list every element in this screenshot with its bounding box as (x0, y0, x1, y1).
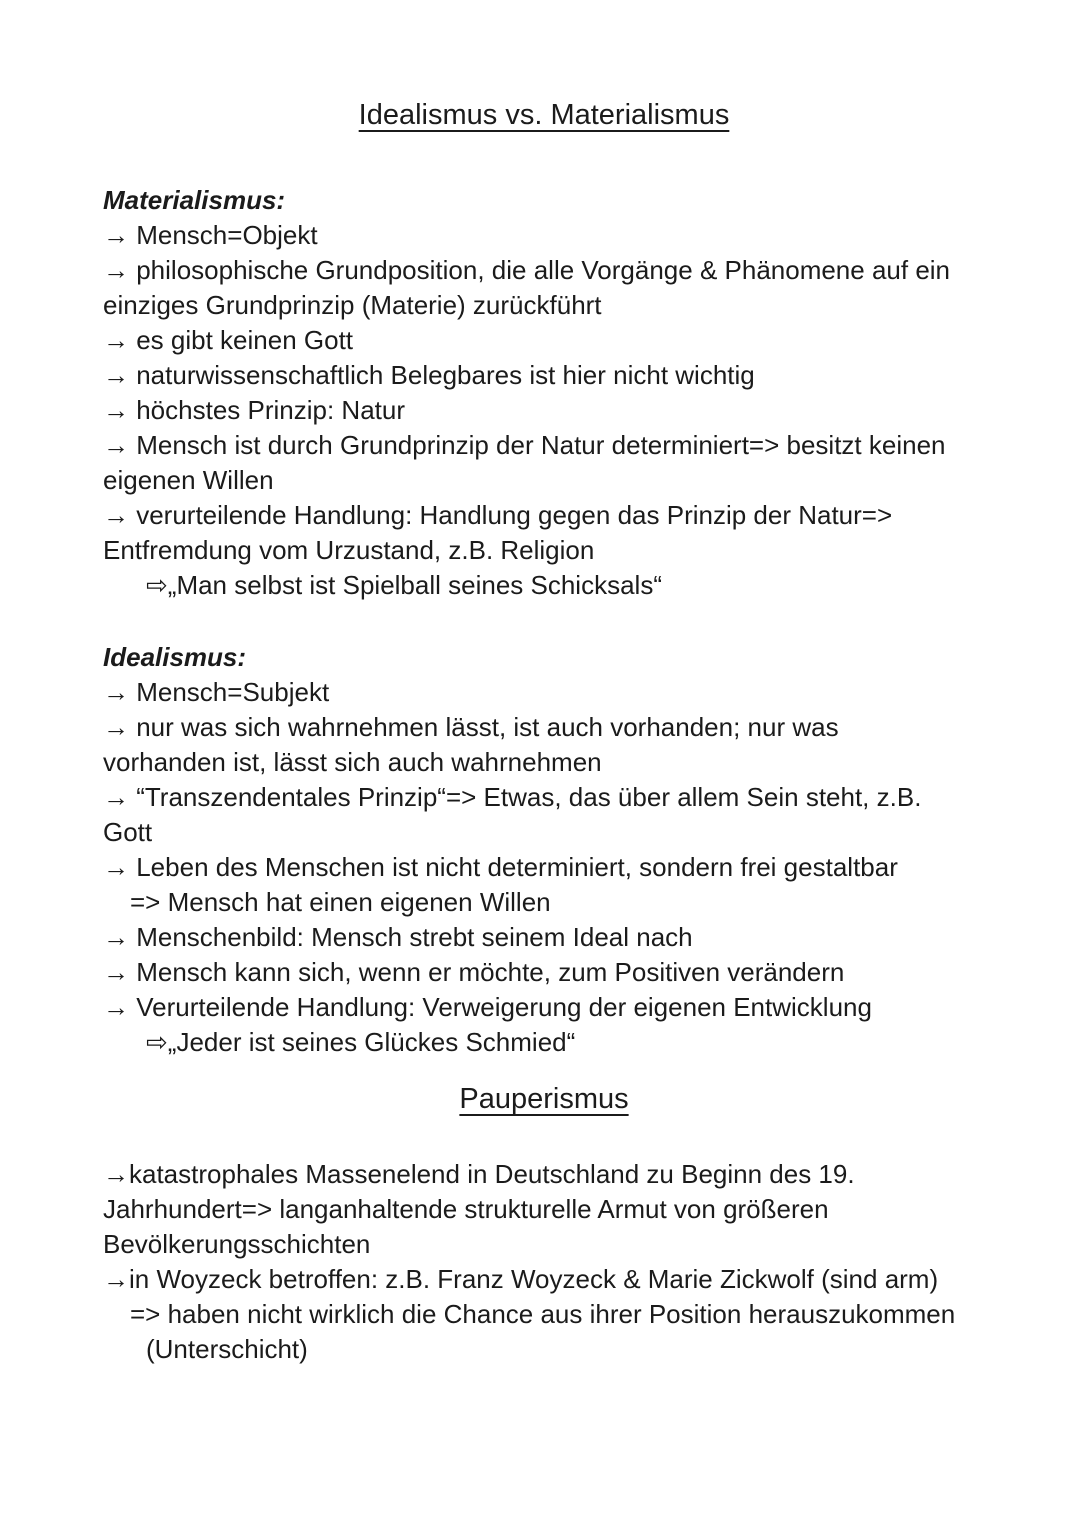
note-line: → nur was sich wahrnehmen lässt, ist auch vorhanden; nur was (103, 712, 839, 742)
note-line: →in Woyzeck betroffen: z.B. Franz Woyzeck & Marie Zickwolf (sind arm) (103, 1264, 939, 1294)
note-line: Jahrhundert=> langanhaltende strukturelle Armut von größeren (103, 1194, 829, 1224)
note-line: → Leben des Menschen ist nicht determiniert, sondern frei gestaltbar (103, 852, 898, 882)
section-idealismus (103, 640, 985, 1060)
note-line: ⇨„Jeder ist seines Glückes Schmied“ (146, 1027, 576, 1057)
note-line: → Menschenbild: Mensch strebt seinem Ideal nach (103, 922, 693, 952)
note-line: Gott (103, 817, 153, 847)
note-line: → verurteilende Handlung: Handlung gegen das Prinzip der Natur=> (103, 500, 893, 530)
note-line: → naturwissenschaftlich Belegbares ist hier nicht wichtig (103, 360, 755, 390)
note-line: → Mensch ist durch Grundprinzip der Natur determiniert=> besitzt keinen (103, 430, 946, 460)
note-line: → höchstes Prinzip: Natur (103, 395, 406, 425)
note-line: Bevölkerungsschichten (103, 1229, 371, 1259)
note-line: eigenen Willen (103, 465, 274, 495)
note-line: => haben nicht wirklich die Chance aus ihrer Position herauszukommen (130, 1299, 956, 1329)
idealismus-heading: Idealismus: (103, 642, 247, 672)
note-line: einziges Grundprinzip (Materie) zurückführt (103, 290, 602, 320)
materialismus-heading: Materialismus: (103, 185, 286, 215)
note-line: Entfremdung vom Urzustand, z.B. Religion (103, 535, 595, 565)
section-materialismus (103, 183, 985, 603)
page-title-pauperismus: Pauperismus (459, 1083, 629, 1115)
materialismus-lines (103, 218, 985, 603)
note-line: (Unterschicht) (146, 1334, 308, 1364)
pauperismus-lines (103, 1157, 985, 1367)
note-line: → es gibt keinen Gott (103, 325, 354, 355)
note-line: => Mensch hat einen eigenen Willen (130, 887, 551, 917)
note-line: → Mensch=Objekt (103, 220, 318, 250)
note-line: → philosophische Grundposition, die alle Vorgänge & Phänomene auf ein (103, 255, 951, 285)
note-line: → Mensch kann sich, wenn er möchte, zum Positiven verändern (103, 957, 845, 987)
note-line: → Mensch=Subjekt (103, 677, 330, 707)
note-line: ⇨„Man selbst ist Spielball seines Schicksals“ (146, 570, 662, 600)
note-line: →katastrophales Massenelend in Deutschland zu Beginn des 19. (103, 1159, 855, 1189)
note-line: → Verurteilende Handlung: Verweigerung der eigenen Entwicklung (103, 992, 872, 1022)
page-title-idealismus-vs-materialismus: Idealismus vs. Materialismus (358, 99, 730, 131)
idealismus-lines (103, 675, 985, 1060)
section-pauperismus (103, 1157, 985, 1367)
note-line: vorhanden ist, lässt sich auch wahrnehmen (103, 747, 602, 777)
note-line: → “Transzendentales Prinzip“=> Etwas, das über allem Sein steht, z.B. (103, 782, 922, 812)
